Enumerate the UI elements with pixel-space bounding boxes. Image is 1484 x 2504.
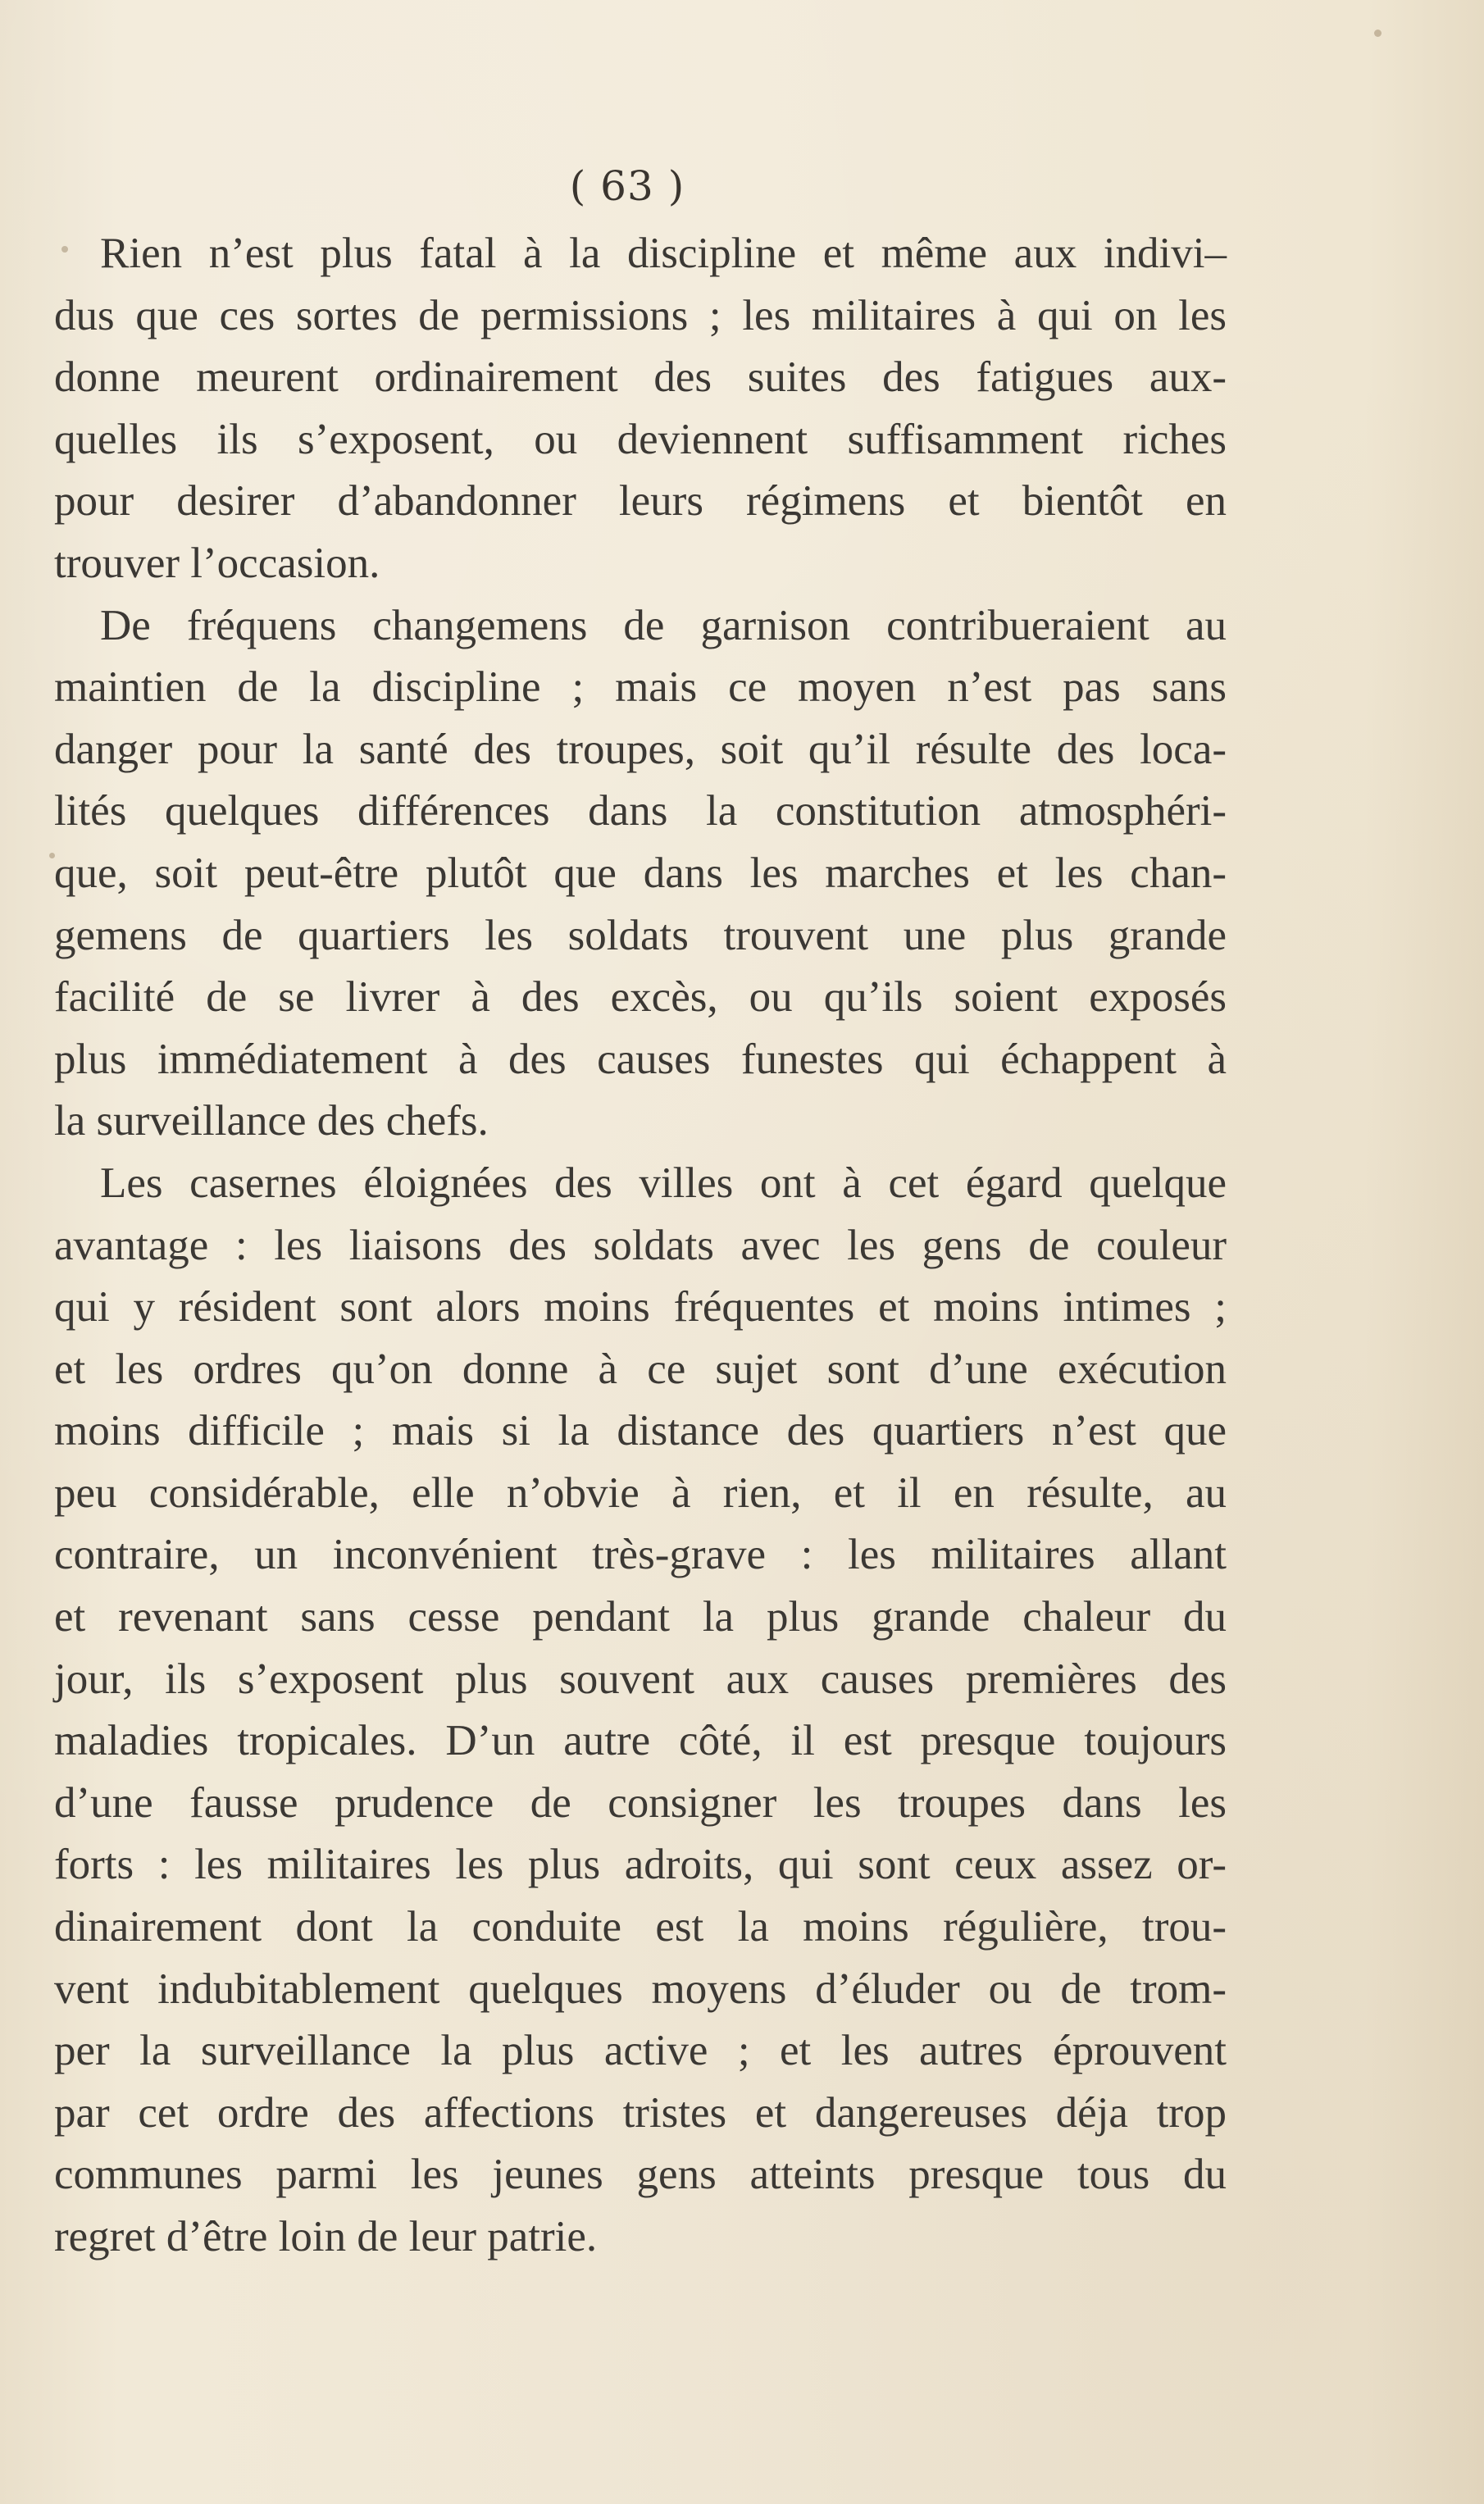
text-line: qui y résident sont alors moins fréquentes et moins intimes ;	[54, 1283, 1227, 1332]
paragraph-3	[54, 1153, 1227, 2269]
text-line: Rien n’est plus fatal à la discipline et même aux indivi–	[100, 230, 1227, 277]
text-line: contraire, un inconvénient très-grave : les militaires allant	[54, 1531, 1227, 1579]
paragraph-1	[54, 223, 1227, 595]
text-line: De fréquens changemens de garnison contribueraient au	[100, 601, 1227, 649]
text-line: par cet ordre des affections tristes et dangereuses déja trop	[54, 2088, 1227, 2137]
text-line: jour, ils s’exposent plus souvent aux causes premières des	[54, 1655, 1227, 1703]
text-line: donne meurent ordinairement des suites des fatigues aux-	[54, 353, 1227, 402]
text-line: et revenant sans cesse pendant la plus grande chaleur du	[54, 1593, 1227, 1641]
text-line: communes parmi les jeunes gens atteints presque tous du	[54, 2151, 1227, 2199]
text-line: la surveillance des chefs.	[54, 1097, 489, 1145]
body-text	[54, 223, 1227, 2269]
text-line: vent indubitablement quelques moyens d’éluder ou de trom-	[54, 1965, 1227, 2013]
text-line: dinairement dont la conduite est la moins régulière, trou-	[54, 1903, 1227, 1951]
text-line: trouver l’occasion.	[54, 539, 380, 587]
text-line: facilité de se livrer à des excès, ou qu’ils soient exposés	[54, 973, 1227, 1022]
text-line: moins difficile ; mais si la distance des quartiers n’est que	[54, 1407, 1227, 1455]
text-line: et les ordres qu’on donne à ce sujet sont d’une exécution	[54, 1345, 1227, 1393]
text-line: avantage : les liaisons des soldats avec les gens de couleur	[54, 1221, 1227, 1269]
foxing-spot	[1374, 30, 1382, 37]
text-line: gemens de quartiers les soldats trouvent une plus grande	[54, 911, 1227, 959]
text-line: forts : les militaires les plus adroits, qui sont ceux assez or-	[54, 1841, 1227, 1889]
text-line: per la surveillance la plus active ; et les autres éprouvent	[54, 2027, 1227, 2075]
text-line: Les casernes éloignées des villes ont à cet égard quelque	[100, 1159, 1227, 1207]
text-line: maladies tropicales. D’un autre côté, il est presque toujours	[54, 1717, 1227, 1765]
text-line: dus que ces sortes de permissions ; les militaires à qui on les	[54, 291, 1227, 339]
text-line: danger pour la santé des troupes, soit qu’il résulte des loca-	[54, 725, 1227, 773]
text-line: lités quelques différences dans la constitution atmosphéri-	[54, 787, 1227, 835]
text-line: regret d’être loin de leur patrie.	[54, 2213, 598, 2260]
text-line: plus immédiatement à des causes funestes qui échappent à	[54, 1035, 1227, 1083]
text-line: quelles ils s’exposent, ou deviennent suffisamment riches	[54, 415, 1227, 463]
paragraph-2	[54, 595, 1227, 1153]
text-line: pour desirer d’abandonner leurs régimens et bientôt en	[54, 477, 1227, 526]
page-number: ( 63 )	[569, 162, 685, 210]
text-line: d’une fausse prudence de consigner les troupes dans les	[54, 1778, 1227, 1827]
text-line: peu considérable, elle n’obvie à rien, et il en résulte, au	[54, 1468, 1227, 1517]
text-line: maintien de la discipline ; mais ce moyen n’est pas sans	[54, 663, 1227, 712]
text-line: que, soit peut-être plutôt que dans les marches et les chan-	[54, 849, 1227, 897]
